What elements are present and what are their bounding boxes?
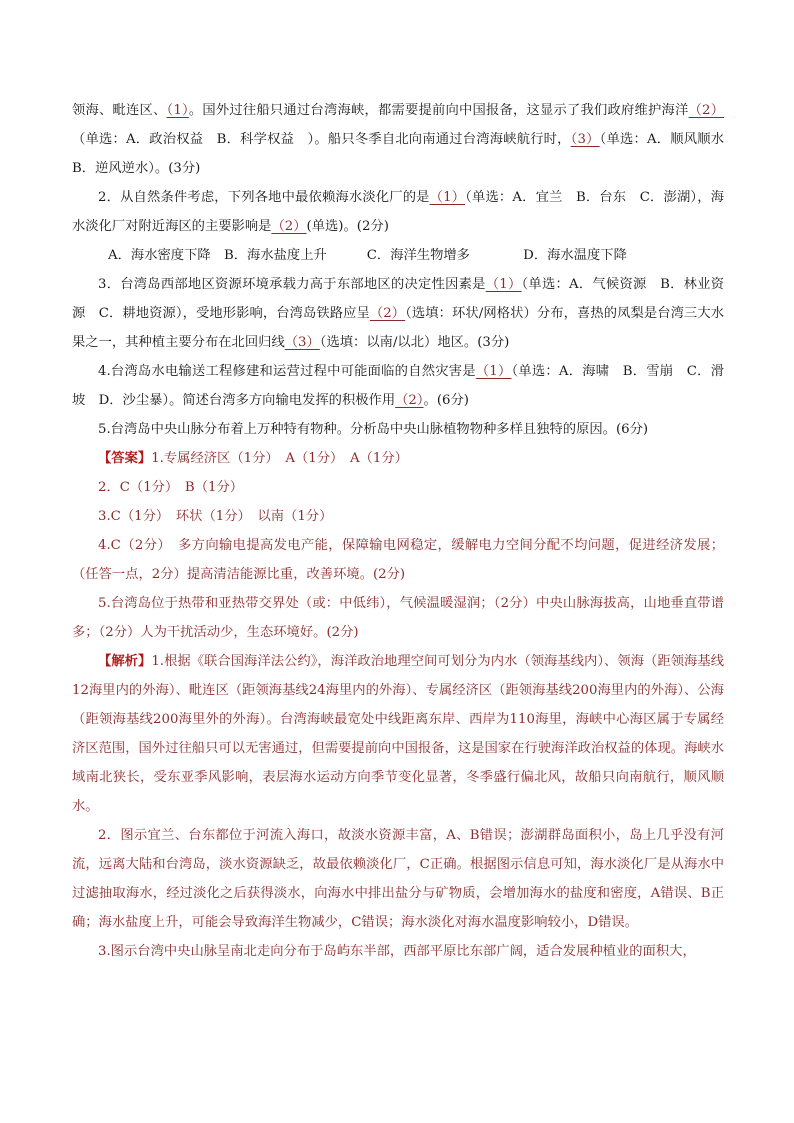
blank-q3-1: （1） [485,277,522,292]
analysis-label: 【解析】 [98,654,152,669]
blank-q2-2: （2） [271,219,307,234]
blank-q1-2: （2） [688,103,724,118]
question-1-text: 领海、毗连区、（1）。国外过往船只通过台湾海峡，都需要提前向中国报备，这显示了我们政府维护海洋（2）（单选：A．政治权益 B．科学权益 ）。船只冬季自北向南通过台湾海峡航行时，（3）（单选：A．顺风顺水 B．逆风逆水）。(3分) [72,103,738,176]
question-2-options: A．海水密度下降 B．海水盐度上升 C．海洋生物增多 D．海水温度下降 [108,248,627,263]
answer-2: 2．C（1分） B（1分） [98,480,244,495]
blank-q4-2: （2） [395,393,424,408]
blank-q1-1: （1） [166,103,189,118]
question-5-text: 5.台湾岛中央山脉分布着上万种特有物种。分析岛中央山脉植物物种多样且独特的原因。(6分) [98,422,649,437]
answer-label: 【答案】 [98,451,152,466]
blank-q3-3: （3） [284,335,320,350]
analysis-1: 【解析】1.根据《联合国海洋法公约》，海洋政治地理空间可划分为内水（领海基线内）、领海（距领海基线12海里内的外海）、毗连区（距领海基线24海里内的外海）、专属经济区（距领海基线200海里内的外海）、公海（距领海基线200海里外的外海）。台湾海峡最宽处中线距离东岸、西岸为110海里，海峡中心海区属于专属经济区范围，国外过往船只可以无害通过，但需要提前向中国报备，这是国家在行驶海洋政治权益的体现。海峡水域南北狭长，受东亚季风影响，表层海水运动方向季节变化显著，冬季盛行偏北风，故船只向南航行，顺风顺水。 [72,654,725,814]
blank-q3-2: （2） [369,306,406,321]
answer-4: 4.C（2分） 多方向输电提高发电产能，保障输电网稳定，缓解电力空间分配不均问题，促进经济发展；（任答一点，2分）提高清洁能源比重，改善环境。(2分) [72,538,724,582]
question-4-text: 4.台湾岛水电输送工程修建和运营过程中可能面临的自然灾害是（1）（单选：A．海啸 B．雪崩 C．滑坡 D．沙尘暴）。简述台湾多方向输电发挥的积极作用（2）。(6分) [72,364,724,408]
analysis-2: 2．图示宜兰、台东都位于河流入海口，故淡水资源丰富，A、B错误；澎湖群岛面积小，岛上几乎没有河流，远离大陆和台湾岛，淡水资源缺乏，故最依赖淡化厂，C正确。根据图示信息可知，海水淡化厂是从海水中过滤抽取海水，经过淡化之后获得淡水，向海水中排出盐分与矿物质，会增加海水的盐度和密度，A错误、B正确；海水盐度上升，可能会导致海洋生物减少，C错误；海水淡化对海水温度影响较小，D错误。 [72,828,724,930]
question-3-text: 3．台湾岛西部地区资源环境承载力高于东部地区的决定性因素是（1）（单选：A．气候资源 B．林业资源 C．耕地资源），受地形影响，台湾岛铁路应呈（2）（选填：环状/网格状）分布，喜热的凤梨是台湾三大水果之一，其种植主要分布在北回归线（3）（选填：以南/以北）地区。(3分) [72,277,724,350]
analysis-3: 3.图示台湾中央山脉呈南北走向分布于岛屿东半部，西部平原比东部广阔，适合发展种植业的面积大， [98,944,696,959]
blank-q2-1: （1） [429,190,466,205]
blank-q1-3: （3） [570,132,600,147]
document-body [72,96,738,966]
question-2-text: 2．从自然条件考虑，下列各地中最依赖海水淡化厂的是（1）（单选：A．宜兰 B．台东 C．澎湖），海水淡化厂对附近海区的主要影响是（2）(单选)。(2分) [72,190,724,234]
answer-3: 3.C（1分） 环状（1分） 以南（1分） [98,509,333,524]
answer-1: 【答案】1.专属经济区（1分） A（1分） A（1分） [98,451,408,466]
answer-5: 5.台湾岛位于热带和亚热带交界处（或：中低纬），气候温暖湿润；（2分）中央山脉海拔高，山地垂直带谱多；（2分）人为干扰活动少，生态环境好。(2分) [72,596,724,640]
blank-q4-1: （1） [475,364,512,379]
